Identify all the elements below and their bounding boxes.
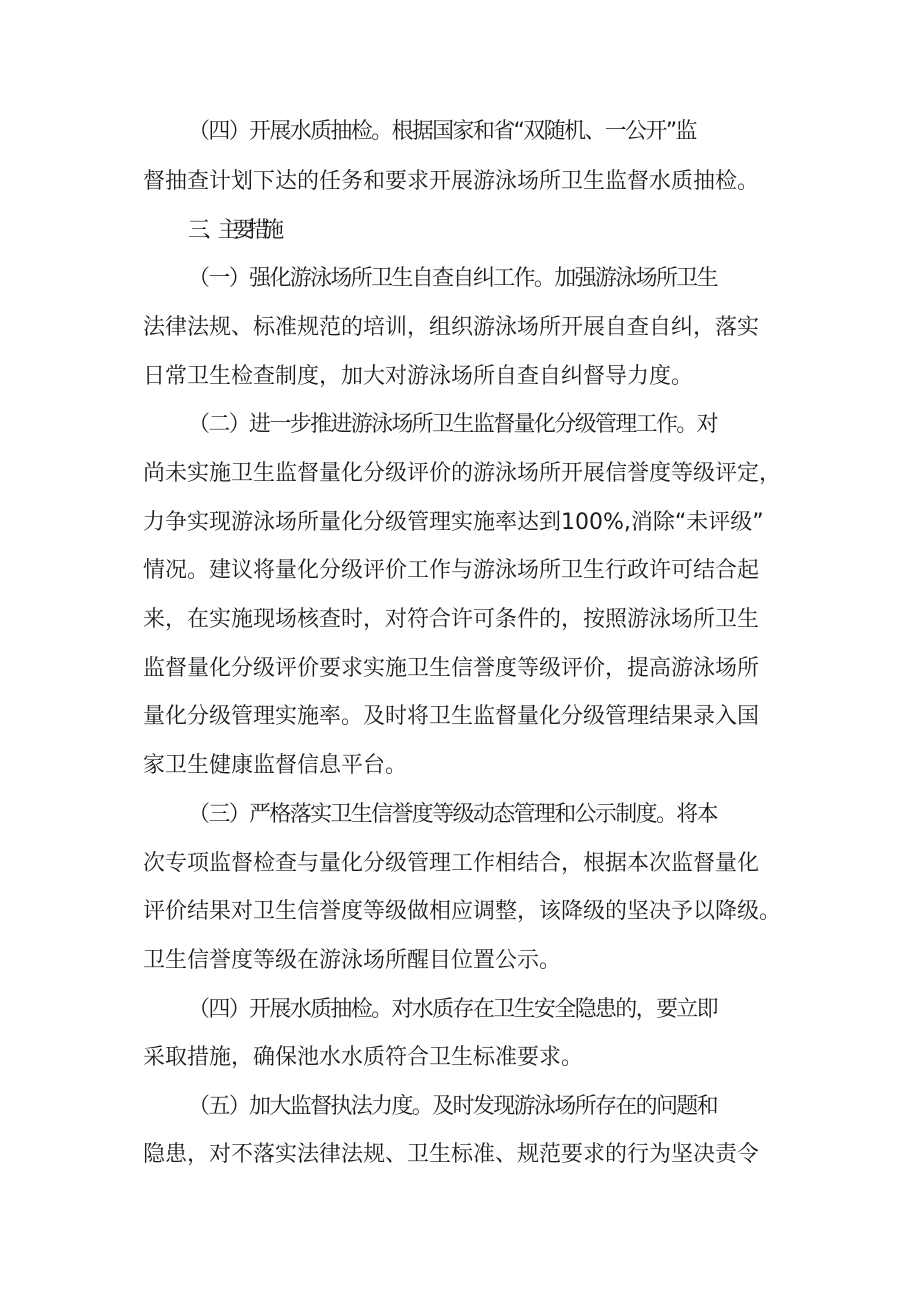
paragraph-line: 力争实现游泳场所量化分级管理实施率达到100%,消除“未评级” xyxy=(143,510,764,535)
paragraph-line: （四）开展水质抽检。对水质存在卫生安全隐患的，要立即 xyxy=(188,997,718,1022)
paragraph-line: 尚未实施卫生监督量化分级评价的游泳场所开展信誉度等级评定， xyxy=(143,461,782,486)
paragraph-line: 法律法规、标准规范的培训，组织游泳场所开展自查自纠，落实 xyxy=(143,315,760,340)
paragraph-line: （二）进一步推进游泳场所卫生监督量化分级管理工作。对 xyxy=(188,412,718,437)
paragraph-line: 日常卫生检查制度，加大对游泳场所自查自纠督导力度。 xyxy=(143,364,694,389)
paragraph-line: 采取措施，确保池水水质符合卫生标准要求。 xyxy=(143,1045,584,1070)
paragraph-line: 家卫生健康监督信息平台。 xyxy=(143,753,408,778)
paragraph-line: 卫生信誉度等级在游泳场所醒目位置公示。 xyxy=(143,948,562,973)
section-heading: 三、主要措施 xyxy=(188,218,278,243)
paragraph-line: （三）严格落实卫生信誉度等级动态管理和公示制度。将本 xyxy=(188,802,718,827)
paragraph-line: 监督量化分级评价要求实施卫生信誉度等级评价，提高游泳场所 xyxy=(143,656,760,681)
paragraph-line: 量化分级管理实施率。及时将卫生监督量化分级管理结果录入国 xyxy=(143,704,760,729)
paragraph-line: 隐患，对不落实法律法规、卫生标准、规范要求的行为坚决责令 xyxy=(143,1142,760,1167)
paragraph-line: （一）强化游泳场所卫生自查自纠工作。加强游泳场所卫生 xyxy=(188,266,718,291)
paragraph-line: 情况。建议将量化分级评价工作与游泳场所卫生行政许可结合起 xyxy=(143,558,760,583)
paragraph-line: （五）加大监督执法力度。及时发现游泳场所存在的问题和 xyxy=(188,1094,718,1119)
paragraph-line: （四）开展水质抽检。根据国家和省“双随机、一公开”监 xyxy=(188,119,696,144)
paragraph-line: 来，在实施现场核查时，对符合许可条件的，按照游泳场所卫生 xyxy=(143,607,760,632)
paragraph-line: 督抽查计划下达的任务和要求开展游泳场所卫生监督水质抽检。 xyxy=(143,169,760,194)
paragraph-line: 次专项监督检查与量化分级管理工作相结合，根据本次监督量化 xyxy=(143,851,760,876)
paragraph-line: 评价结果对卫生信誉度等级做相应调整，该降级的坚决予以降级。 xyxy=(143,899,782,924)
